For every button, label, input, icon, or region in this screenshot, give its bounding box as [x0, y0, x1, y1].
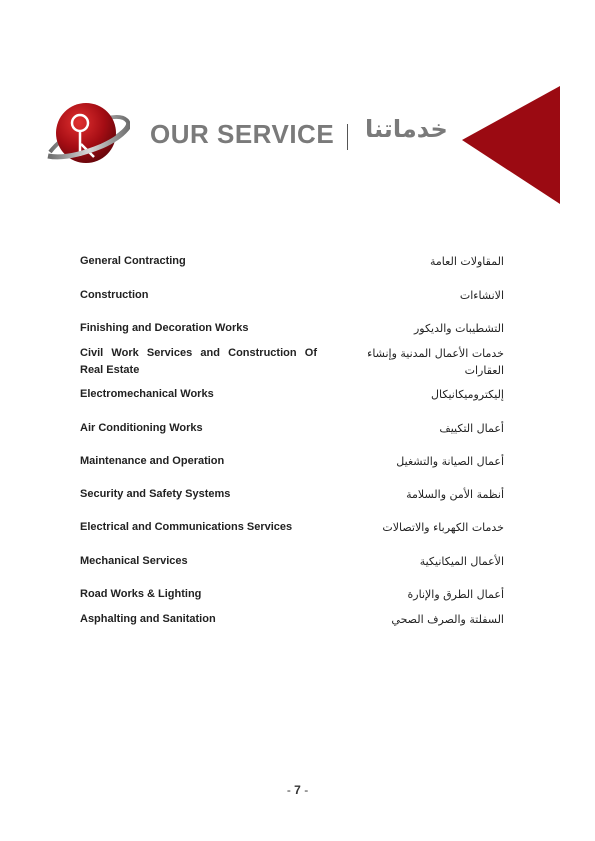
- company-logo: [44, 100, 130, 166]
- service-name-en: General Contracting: [80, 255, 186, 267]
- service-name-en: Asphalting and Sanitation: [80, 613, 216, 625]
- service-name-ar: الأعمال الميكانيكية: [419, 555, 504, 568]
- service-name-ar: المقاولات العامة: [430, 255, 504, 268]
- page-title: OUR SERVICE: [150, 119, 335, 149]
- service-name-en: Finishing and Decoration Works: [80, 322, 249, 334]
- service-name-en: Construction: [80, 289, 149, 301]
- page-number-dash-left: -: [286, 783, 291, 797]
- title-separator: [347, 124, 348, 150]
- page-number: [0, 783, 595, 797]
- service-name-ar: السفلتة والصرف الصحي: [391, 613, 504, 626]
- service-name-ar: أعمال التكييف: [439, 422, 504, 435]
- service-name-ar: خدمات الكهرباء والاتصالات: [382, 521, 504, 534]
- service-name-en: Air Conditioning Works: [80, 422, 203, 434]
- red-triangle-decoration: [462, 86, 560, 204]
- service-name-en: Civil Work Services and Construction Of Real Estate: [80, 347, 317, 376]
- service-name-en: Mechanical Services: [80, 555, 188, 567]
- service-name-ar: أعمال الطرق والإنارة: [407, 588, 504, 601]
- service-name-ar: إليكتروميكانيكال: [431, 388, 504, 401]
- service-name-en: Electrical and Communications Services: [80, 521, 293, 533]
- service-name-ar: خدمات الأعمال المدنية وإنشاء العقارات: [367, 347, 504, 377]
- service-name-en: Maintenance and Operation: [80, 455, 225, 467]
- service-name-en: Security and Safety Systems: [80, 488, 231, 500]
- service-name-en: Electromechanical Works: [80, 388, 214, 400]
- page-number-dash-right: -: [304, 783, 309, 797]
- service-name-ar: التشطيبات والديكور: [413, 322, 504, 335]
- service-name-ar: أنظمة الأمن والسلامة: [406, 488, 504, 501]
- service-name-en: Road Works & Lighting: [80, 588, 202, 600]
- page-title-arabic: خدماتنا: [365, 115, 448, 143]
- service-name-ar: الانشاءات: [459, 289, 504, 302]
- service-name-ar: أعمال الصيانة والتشغيل: [396, 455, 504, 468]
- page-number-value: 7: [294, 783, 301, 797]
